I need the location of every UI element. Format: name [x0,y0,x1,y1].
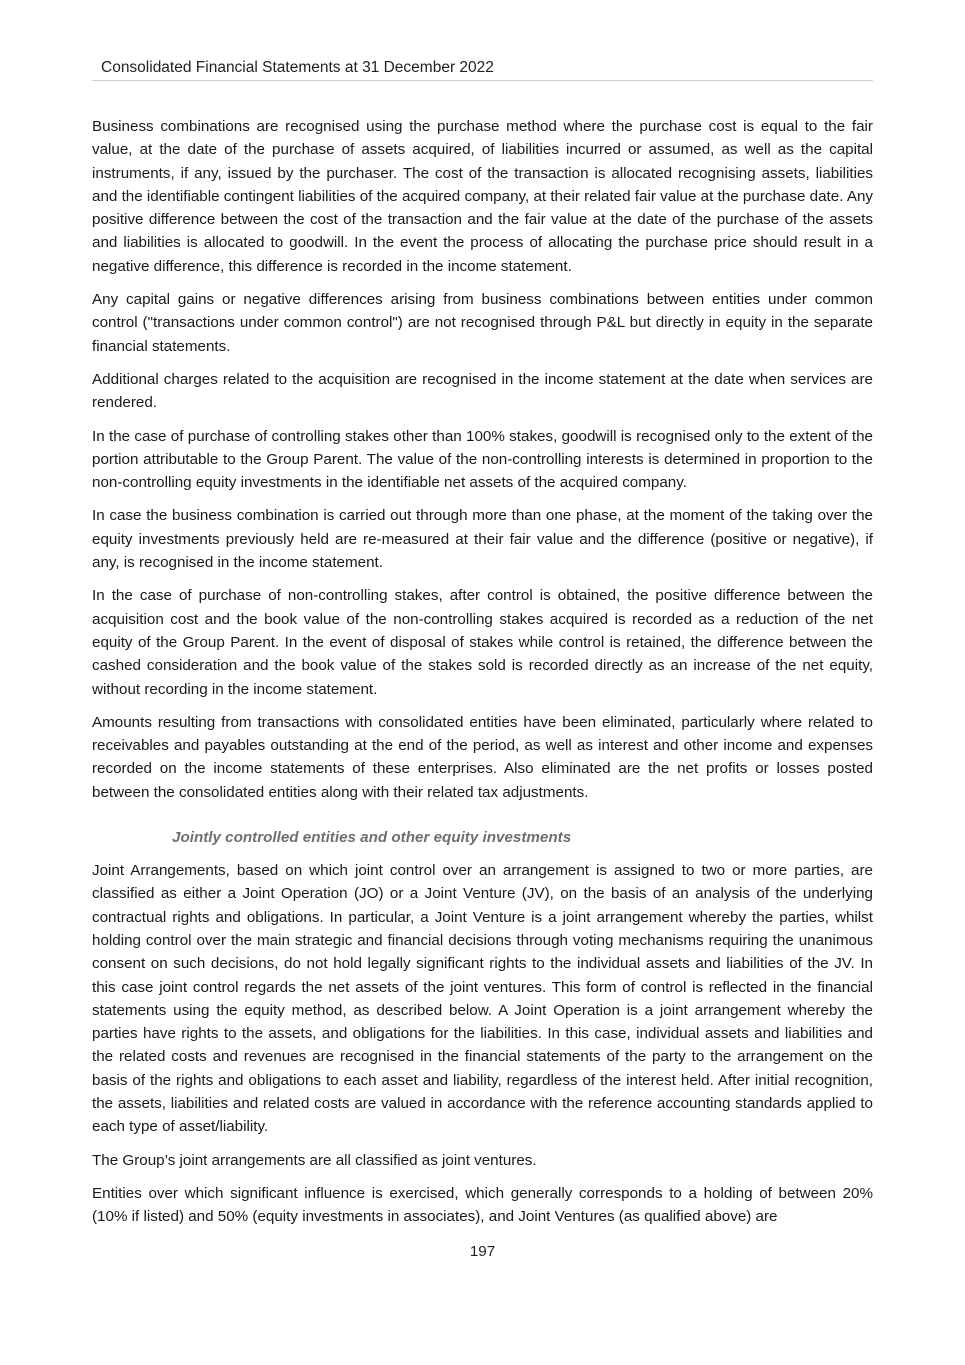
paragraph-common-control: Any capital gains or negative differences arising from business combinations between entities under common control ("transactions under common control") are not recognised through P&L but directly in equity in the separate financial statements. [92,291,873,355]
paragraph-non-controlling-stakes: In the case of purchase of non-controlling stakes, after control is obtained, the positive difference between the acquisition cost and the book value of the non-controlling stakes acquired is recorded as a reduction of the net equity of the Group Parent. In the event of disposal of stakes while control is retained, the difference between the cashed consideration and the book value of the stakes sold is recorded directly as an increase of the net equity, without recording in the income statement. [92,587,873,698]
paragraph-acquisition-charges: Additional charges related to the acquisition are recognised in the income statement at the date when services are rendered. [92,370,873,412]
paragraph-multi-phase: In case the business combination is carried out through more than one phase, at the moment of the taking over the equity investments previously held are re-measured at their fair value and the difference (positive or negative), if any, is recognised in the income statement. [92,507,873,572]
paragraph-joint-arrangements: Joint Arrangements, based on which joint control over an arrangement is assigned to two or more parties, are classified as either a Joint Operation (JO) or a Joint Venture (JV), on the basis of an analysis of the underlying contractual rights and obligations. In particular, a Joint Venture is a joint arrangement whereby the parties, whilst holding control over the main strategic and financial decisions through voting mechanisms requiring the unanimous consent on such decisions, do not hold legally significant rights to the individual assets and liabilities of the JV. In this case joint control regards the net assets of the joint ventures. This form of control is reflected in the financial statements using the equity method, as described below. A Joint Operation is a joint arrangement whereby the parties have rights to the assets, and obligations for the liabilities. In this case, individual assets and liabilities and the related costs and revenues are recognised in the financial statements of the party to the arrangement on the basis of the rights and obligations to each asset and liability, regardless of the interest held. After initial recognition, the assets, liabilities and related costs are valued in accordance with the reference accounting standards applied to each type of asset/liability. [92,862,873,1136]
page-header [92,58,873,81]
page-number: 197 [469,1243,496,1260]
paragraph-eliminations: Amounts resulting from transactions with consolidated entities have been eliminated, particularly where related to receivables and payables outstanding at the end of the period, as well as interest and other income and expenses recorded on the income statements of these enterprises. Also eliminated are the net profits or losses posted between the consolidated entities along with their related tax adjustments. [92,713,873,801]
paragraph-joint-ventures: The Group’s joint arrangements are all classified as joint ventures. [92,1151,537,1169]
paragraph-significant-influence: Entities over which significant influence is exercised, which generally corresponds to a holding of between 20% (10% if listed) and 50% (equity investments in associates), and Joint Ventures (as qualified above) are [92,1184,873,1226]
paragraph-business-combinations: Business combinations are recognised using the purchase method where the purchase cost is equal to the fair value, at the date of the purchase of assets acquired, of liabilities incurred or assumed, as well as the capital instruments, if any, issued by the purchaser. The cost of the transaction is allocated recognising assets, liabilities and the identifiable contingent liabilities of the acquired company, at their related fair value at the purchase date. Any positive difference between the cost of the transaction and the fair value at the date of the purchase of the assets and liabilities is allocated to goodwill. In the event the process of allocating the purchase price should result in a negative difference, this difference is recorded in the income statement. [92,118,873,275]
paragraph-controlling-stakes: In the case of purchase of controlling stakes other than 100% stakes, goodwill is recognised only to the extent of the portion attributable to the Group Parent. The value of the non-controlling interests is determined in proportion to the non-controlling equity investments in the identifiable net assets of the acquired company. [92,427,873,492]
document-body [92,115,873,1238]
section-heading: Jointly controlled entities and other equity investments [172,829,572,847]
document-title: Consolidated Financial Statements at 31 December 2022 [101,59,494,76]
